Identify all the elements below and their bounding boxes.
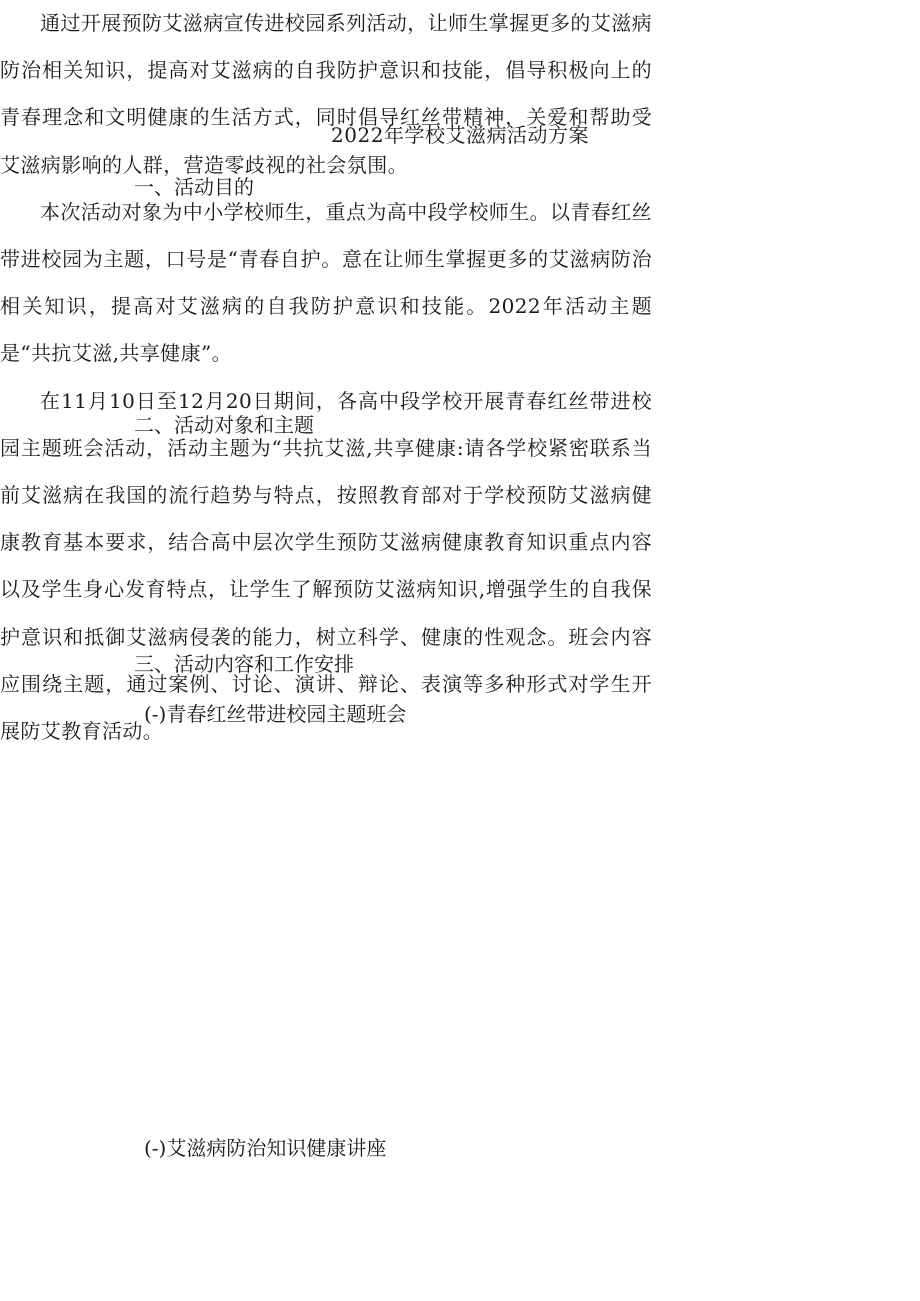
section-1-heading: 一、活动目的	[134, 175, 254, 199]
section-2-paragraph-text: 本次活动对象为中小学校师生，重点为高中段学校师生。以青春红丝带进校园为主题，口号是“青春自护。意在让师生掌握更多的艾滋病防治相关知识，提高对艾滋病的自我防护意识和技能。2022年活动主题是“共抗艾滋,共享健康”。	[0, 199, 652, 366]
section-1-paragraph-text: 通过开展预防艾滋病宣传进校园系列活动，让师生掌握更多的艾滋病防治相关知识，提高对艾滋病的自我防护意识和技能，倡导积极向上的青春理念和文明健康的生活方式，同时倡导红丝带精神，关爱和帮助受艾滋病影响的人群，营造零歧视的社会氛围。	[0, 11, 652, 177]
subsection-3-1-paragraph-text: 在11月10日至12月20日期间，各高中段学校开展青春红丝带进校园主题班会活动，活动主题为“共抗艾滋,共享健康:请各学校紧密联系当前艾滋病在我国的流行趋势与特点，按照教育部对于学校预防艾滋病健康教育基本要求，结合高中层次学生预防艾滋病健康教育知识重点内容以及学生身心发育特点，让学生了解预防艾滋病知识,增强学生的自我保护意识和抵御艾滋病侵袭的能力，树立科学、健康的性观念。班会内容应围绕主题，通过案例、讨论、演讲、辩论、表演等多种形式对学生开展防艾教育活动。	[0, 388, 652, 744]
subsection-3-2-heading: (-)艾滋病防治知识健康讲座	[144, 1136, 387, 1160]
section-3-heading: 三、活动内容和工作安排	[134, 652, 354, 676]
document-title: 2022年学校艾滋病活动方案	[331, 123, 589, 147]
section-2-heading: 二、活动对象和主题	[134, 413, 314, 437]
subsection-3-1-heading: (-)青春红丝带进校园主题班会	[144, 702, 407, 726]
section-1-paragraph	[0, 0, 652, 189]
section-2-paragraph	[0, 189, 652, 378]
